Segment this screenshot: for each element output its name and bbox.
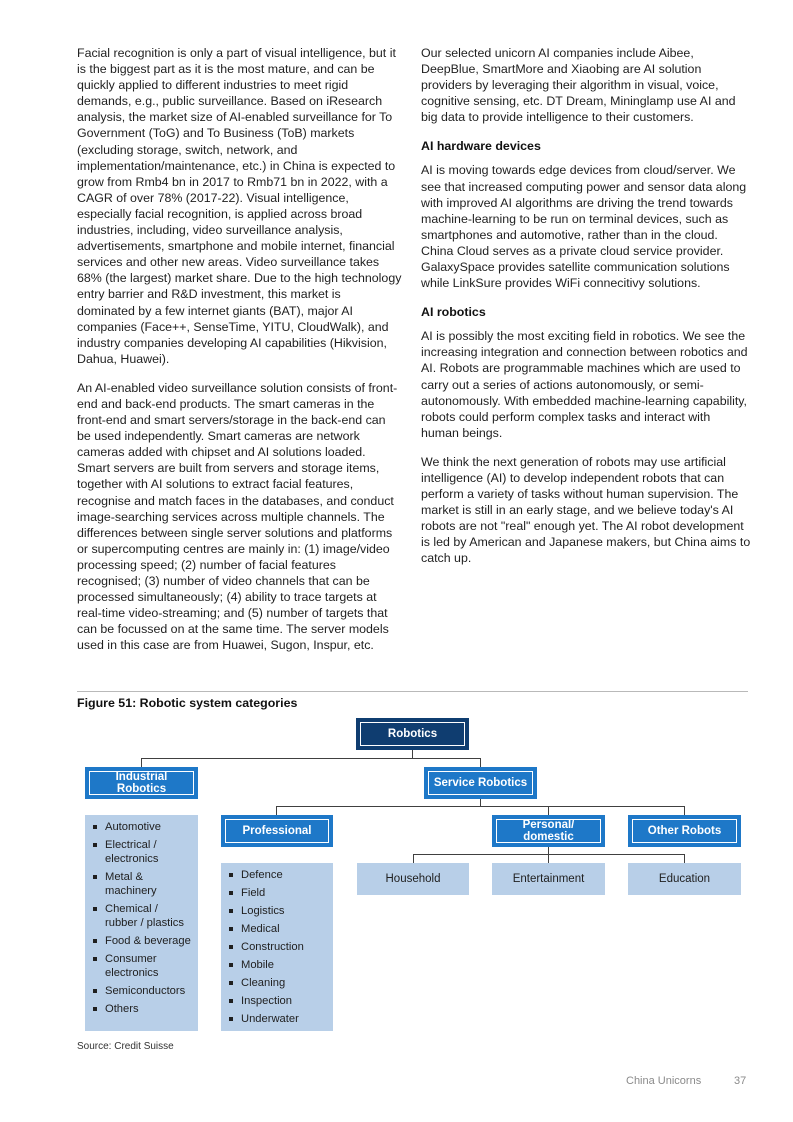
connector-root-down [412,750,413,758]
connector-to-entertainment [548,854,549,863]
list-item: Semiconductors [87,984,192,998]
list-item: Logistics [223,904,327,918]
connector-level2-horizontal [276,806,685,807]
footer-publication-title: China Unicorns [626,1075,702,1087]
list-item: Construction [223,940,327,954]
list-item: Electrical / electronics [87,838,192,866]
right-paragraph-3: AI is possibly the most exciting field in robotics. We see the increasing integration and connection between robotics and AI. Robots are programmable machines which are used to carry out a series of actions autonomously, or semi-autonomously. With embedded machine-learning capability, robots could perform complex tasks and interact with human beings. [421,329,748,440]
professional-list-box [221,863,333,1031]
entertainment-box: Entertainment [492,863,605,895]
industrial-items-list [87,820,192,1016]
figure-divider [77,691,748,692]
list-item: Medical [223,922,327,936]
connector-level3-horizontal [413,854,685,855]
right-paragraph-2: AI is moving towards edge devices from cloud/server. We see that increased computing power and sensor data along with improved AI algorithms are driving the trend towards machine-learning to be run on terminal devices, such as smartphones and automotive, rather than in the cloud. China Cloud serves as a private cloud service provider. GalaxySpace provides satellite communication solutions while LinkSure provides WiFi connecitivy solutions. [421,163,747,291]
education-box: Education [628,863,741,895]
list-item: Underwater [223,1012,327,1026]
list-item: Chemical / rubber / plastics [87,902,192,930]
connector-to-service [480,758,481,767]
footer-page-number: 37 [734,1075,747,1087]
left-text-column [77,45,402,666]
list-item: Metal & machinery [87,870,192,898]
left-paragraph-2: An AI-enabled video surveillance solution consists of front-end and back-end products. The smart cameras in the front-end and smart servers/storage in the back-end can be used independently. Smart cameras are network cameras added with chipset and AI solutions loaded. Smart servers are built from servers and storage items, together with AI solutions to extract facial features, recognise and match faces in the databases, and conduct image-searching services across multiple channels. The differences between single server solutions and platforms or supercomputing centres are mainly in: (1) image/video processing speed; (2) number of facial features recognised; (3) number of video channels that can be processed simultaneously; (4) ability to trace targets at real-time video-streaming; and (5) number of targets that can be focussed on at the same time. The server models used in this case are from Huawei, Sugon, Inspur, etc. [77,380,398,653]
list-item: Food & beverage [87,934,192,948]
other-robots-box: Other Robots [628,815,741,847]
list-item: Inspection [223,994,327,1008]
household-box: Household [357,863,469,895]
list-item: Defence [223,868,327,882]
right-paragraph-4: We think the next generation of robots may use artificial intelligence (AI) to develop independent robots that can perform a variety of tasks without human supervision. The market is still in an early stage, and we believe today's AI robots are not "real" enough yet. The AI robot development is led by American and Japanese makers, but China aims to catch up. [421,454,751,566]
personal-domestic-box: Personal/ domestic [492,815,605,847]
list-item: Field [223,886,327,900]
connector-to-industrial [141,758,142,767]
list-item: Others [87,1002,192,1016]
connector-personal-down [548,847,549,854]
robotics-root-box: Robotics [356,718,469,750]
list-item: Consumer electronics [87,952,192,980]
professional-items-list [223,868,327,1026]
industrial-robotics-box: Industrial Robotics [85,767,198,799]
figure-title: Figure 51: Robotic system categories [77,696,298,710]
figure-source: Source: Credit Suisse [77,1041,174,1052]
connector-to-professional [276,806,277,815]
heading-ai-hardware: AI hardware devices [421,139,541,154]
industrial-list-box [85,815,198,1031]
connector-to-personal [548,806,549,815]
connector-service-down [480,799,481,806]
connector-to-education [684,854,685,863]
service-robotics-box: Service Robotics [424,767,537,799]
list-item: Cleaning [223,976,327,990]
heading-ai-robotics: AI robotics [421,305,486,320]
connector-level1-horizontal [141,758,481,759]
right-text-column [421,45,751,580]
professional-box: Professional [221,815,333,847]
connector-to-other [684,806,685,815]
connector-to-household [413,854,414,863]
right-paragraph-1: Our selected unicorn AI companies include Aibee, DeepBlue, SmartMore and Xiaobing are AI solution providers by leveraging their algorithm in visual, voice, cognitive sensing, etc. DT Dream, Mininglamp use AI and big data to provide intelligence to their customers. [421,46,736,125]
left-paragraph-1: Facial recognition is only a part of visual intelligence, but it is the biggest part as it is the most mature, and can be quickly applied to different industries to meet rigid demands, e.g., public surveillance. Based on iResearch analysis, the market size of AI-enabled surveillance for To Government (ToG) and To Business (ToB) markets (excluding storage, switch, network, and implementation/maintenance, etc.) in China is expected to grow from Rmb4 bn in 2017 to Rmb71 bn in 2022, with a CAGR of over 78% (2017-22). Visual intelligence, especially facial recognition, is applied across broad industries, including, video surveillance analysis, advertisements, smartphone and mobile internet, financial services and other new areas. Video surveillance takes 68% (the largest) market share. Due to the high technology entry barrier and R&D investment, this market is dominated by a few internet giants (BAT), major AI companies (Face++, SenseTime, YITU, CloudWalk), and industry companies developing AI capabilities (Hikvision, Dahua, Huawei). [77,46,402,366]
list-item: Mobile [223,958,327,972]
list-item: Automotive [87,820,192,834]
